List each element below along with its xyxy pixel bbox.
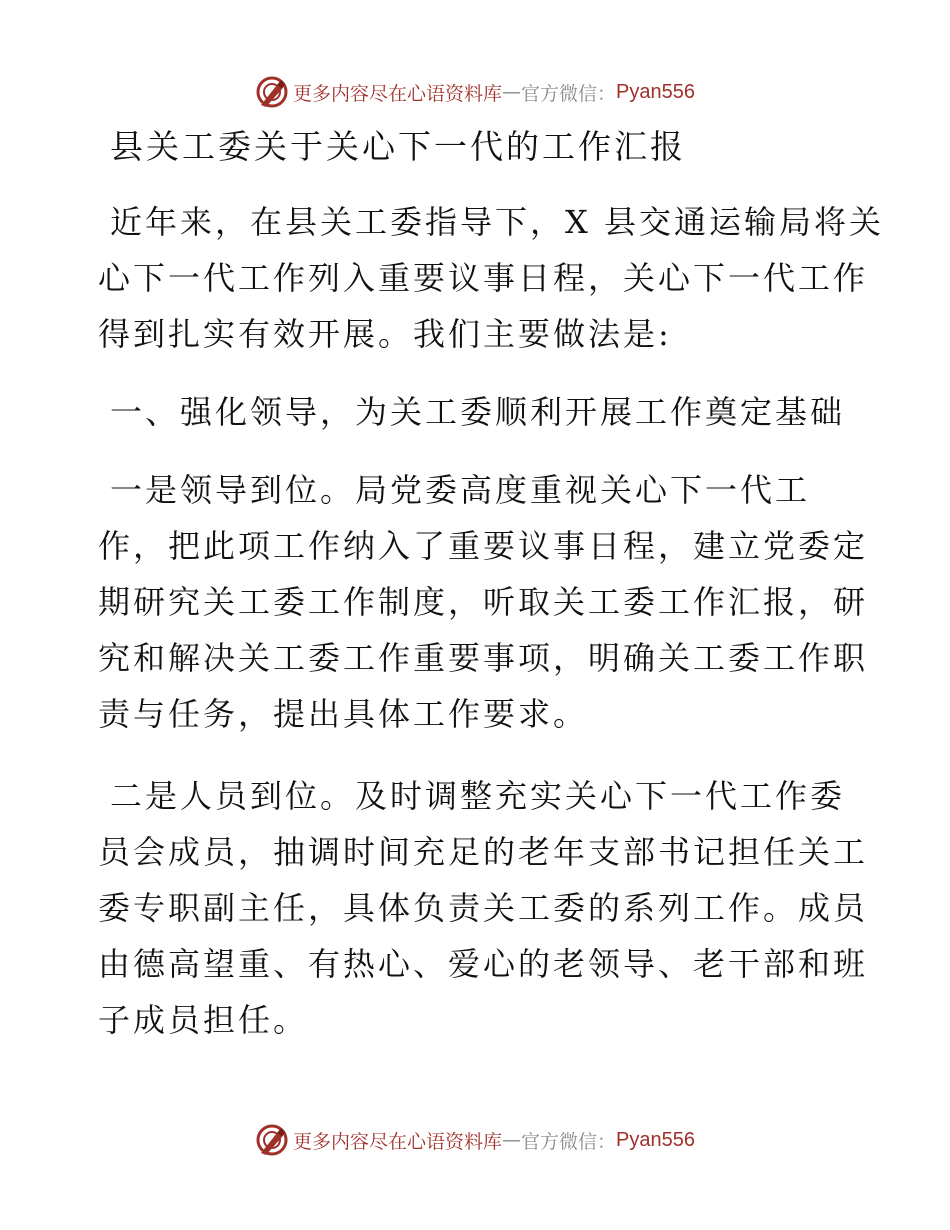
- watermark-wechat-label: 官方微信：: [521, 1130, 617, 1153]
- text-line: 二是人员到位。及时调整充实关心下一代工作委: [110, 777, 846, 815]
- section-heading: [98, 384, 858, 440]
- text-line: 员会成员，抽调时间充足的老年支部书记担任关工: [98, 833, 869, 871]
- personnel-paragraph: [98, 768, 869, 1048]
- text-line: 近年来，在县关工委指导下，X 县交通运输局将关: [110, 203, 884, 241]
- text-line: 责与任务，提出具体工作要求。: [98, 695, 589, 733]
- text-line: 心下一代工作列入重要议事日程，关心下一代工作: [98, 259, 869, 297]
- watermark-dash: —: [502, 81, 522, 103]
- text-line: 究和解决关工委工作重要事项，明确关工委工作职: [98, 639, 869, 677]
- watermark-text: 更多内容尽在心语资料库: [293, 82, 503, 105]
- text-line: 得到扎实有效开展。我们主要做法是:: [98, 315, 672, 353]
- text-line: 一是领导到位。局党委高度重视关心下一代工: [110, 471, 811, 509]
- header-watermark: [0, 72, 950, 112]
- footer-watermark: [0, 1120, 950, 1160]
- text-line: 一、强化领导，为关工委顺利开展工作奠定基础: [110, 393, 846, 431]
- intro-paragraph: [98, 194, 884, 362]
- document-title: 县关工委关于关心下一代的工作汇报: [110, 127, 686, 166]
- watermark-wechat-label: 官方微信：: [521, 82, 617, 105]
- watermark-text: 更多内容尽在心语资料库: [293, 1130, 503, 1153]
- pen-logo-icon: [255, 75, 289, 109]
- text-line: 作，把此项工作纳入了重要议事日程，建立党委定: [98, 527, 869, 565]
- text-line: 子成员担任。: [98, 1001, 309, 1039]
- watermark-wechat-id: Pyan556: [616, 80, 695, 103]
- text-line: 期研究关工委工作制度，听取关工委工作汇报，研: [98, 583, 869, 621]
- watermark-dash: —: [502, 1129, 522, 1151]
- text-line: 委专职副主任，具体负责关工委的系列工作。成员: [98, 889, 869, 927]
- watermark-wechat-id: Pyan556: [616, 1128, 695, 1151]
- leadership-paragraph: [98, 462, 869, 742]
- pen-logo-icon: [255, 1123, 289, 1157]
- text-line: 由德高望重、有热心、爱心的老领导、老干部和班: [98, 945, 869, 983]
